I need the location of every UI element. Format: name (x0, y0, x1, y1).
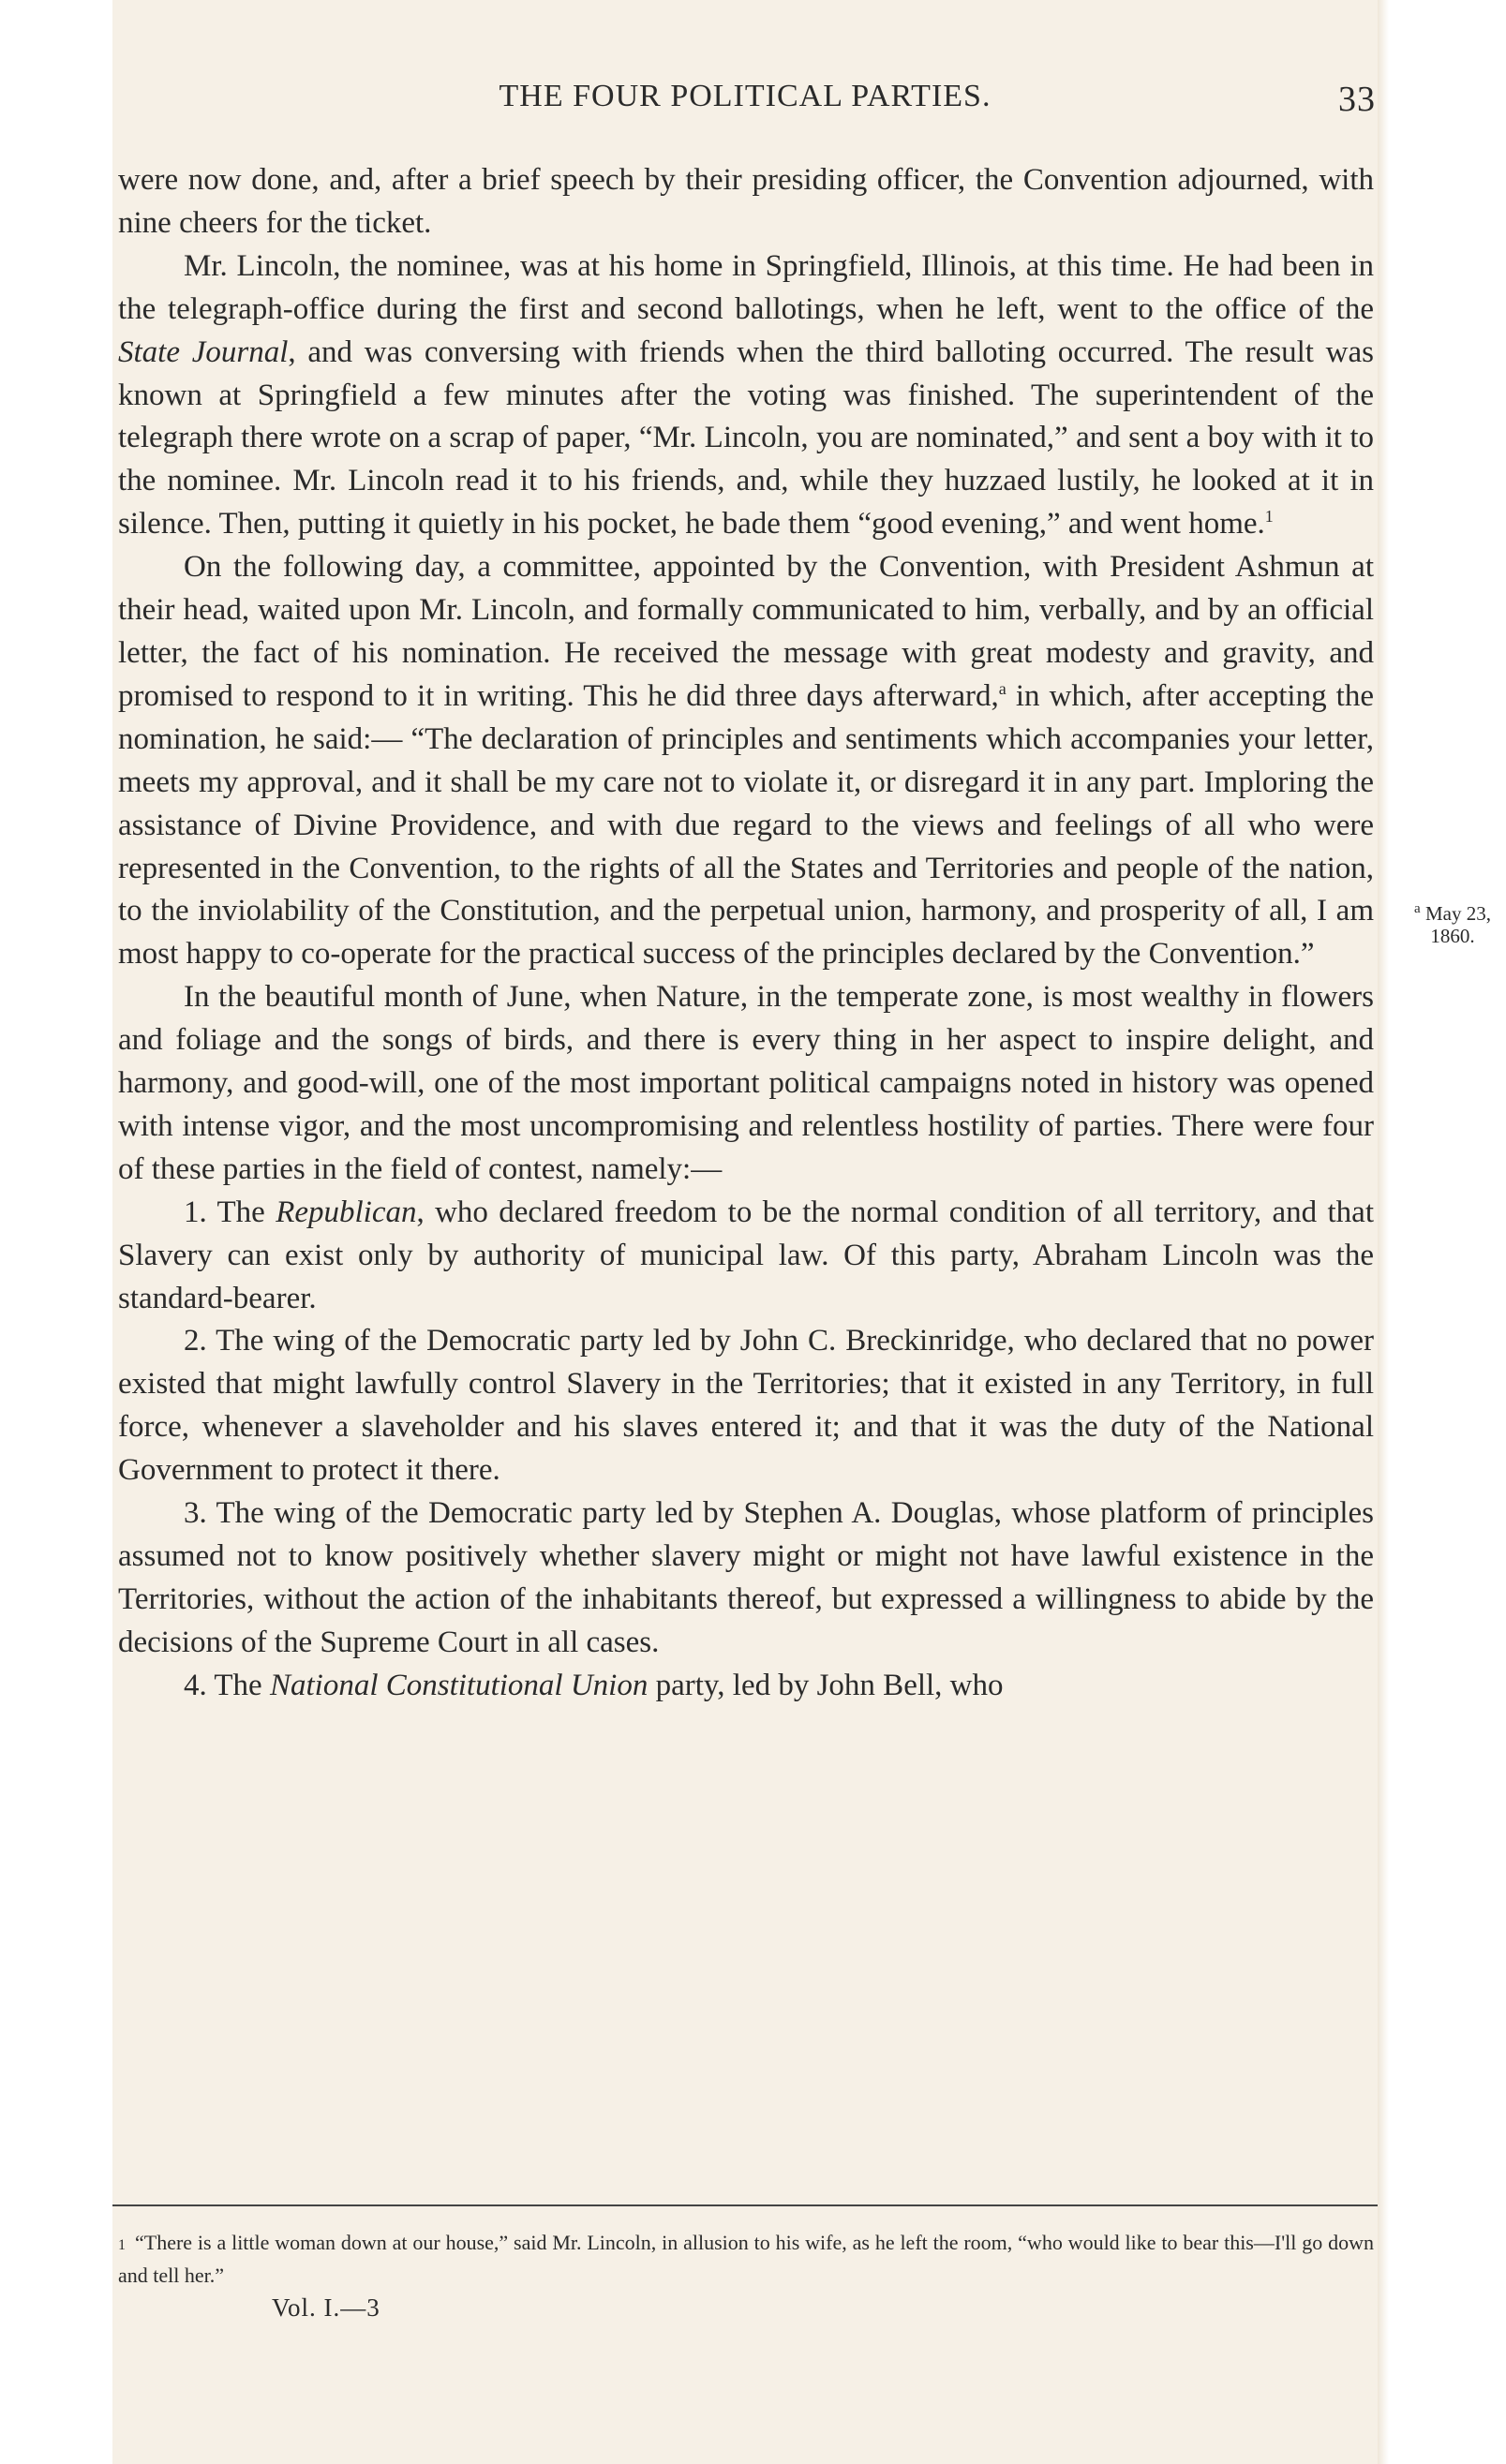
text-run: party, led by John Bell, who (655, 1668, 1004, 1702)
paragraph-party-3 (118, 1492, 1374, 1665)
footnote-text: “There is a little woman down at our house,” said Mr. Lincoln, in allusion to his wife, as he left the room, “who would like to bear this—I'll go down and tell her.” (118, 2231, 1374, 2287)
newspaper-title: State Journal (118, 334, 289, 369)
sidenote-line2: 1860. (1430, 925, 1475, 947)
text-run: 3. The wing of the Democratic party led by Stephen A. Douglas, whose platform of principles assumed not to know positively whether slavery might or might not have lawful existence in the Territories, without the action of the inhabitants thereof, but expressed a willingness to abide by the decisions of the Supreme Court in all cases. (118, 1496, 1374, 1659)
sidenote-marker: a (998, 678, 1006, 698)
text-run: In the beautiful month of June, when Nature, in the temperate zone, is most wealthy in flowers and foliage and the songs of birds, and there is every thing in her aspect to inspire delight, and harmony, and good-will, one of the most important political campaigns noted in history was opened with intense vigor, and the most uncompromising and relentless hostility of parties. There were four of these parties in the field of contest, namely:— (118, 980, 1374, 1186)
sidenote-line1: May 23, (1424, 902, 1491, 925)
footnote-marker: 1 (1264, 507, 1274, 527)
paragraph-lincoln-nominee (118, 245, 1374, 546)
paragraph-june-campaign (118, 976, 1374, 1192)
text-run: 4. The (184, 1668, 262, 1702)
text-run: , and was conversing with friends when the third balloting occurred. The result was known at Springfield a few minutes after the voting was finished. The superintendent of the telegraph there wrote on a scrap of paper, “Mr. Lincoln, you are nominated,” and sent a boy with it to the nominee. Mr. Lincoln read it to his friends, and, while they huzzaed lustily, he looked at it in silence. Then, putting it quietly in his pocket, he bade them “good evening,” and went home. (118, 334, 1374, 542)
text-run: On the following day, a committee, appointed by the Convention, with President Ashmun at their head, waited upon Mr. Lincoln, and formally communicated to him, verbally, and by an official letter, the fact of his nomination. He received the message with great modesty and gravity, and promised to respond to it in writing. This he did three days afterward, (118, 550, 1374, 713)
volume-signature: Vol. I.—3 (272, 2293, 380, 2322)
paragraph-committee (118, 546, 1374, 976)
footnote-divider (112, 2204, 1378, 2206)
paragraph-continued (118, 159, 1374, 245)
footnote-number: 1 (118, 2237, 126, 2253)
text-run: , who declared freedom to be the normal condition of all territory, and that Slavery can exist only by authority of municipal law. Of this party, Abraham Lincoln was the standard-bearer. (118, 1195, 1374, 1315)
paragraph-party-1 (118, 1192, 1374, 1321)
party-name: Republican (276, 1195, 417, 1229)
sidenote-letter: a (1414, 901, 1421, 916)
text-run: Mr. Lincoln, the nominee, was at his home in Springfield, Illinois, at this time. He had been in the telegraph-office during the first and second ballotings, when he left, went to the office of the (118, 248, 1374, 326)
paragraph-party-4 (118, 1665, 1374, 1708)
running-head: THE FOUR POLITICAL PARTIES. (499, 79, 992, 113)
text-run: 2. The wing of the Democratic party led by John C. Breckinridge, who declared that no power existed that might lawfully control Slavery in the Territories; that it existed in any Territory, in full force, whenever a slaveholder and his slaves entered it; and that it was the duty of the National Government to protect it there. (118, 1324, 1374, 1488)
paragraph-party-2 (118, 1320, 1374, 1492)
book-page (112, 0, 1491, 2464)
margin-note-date (1401, 898, 1504, 947)
footnote (118, 2228, 1374, 2291)
party-name: National Constitutional Union (269, 1668, 649, 1702)
text-run: in which, after accepting the nomination, he said:— “The declaration of principles and sentiments which accompanies your letter, meets my approval, and it shall be my care not to violate it, or disregard it in any part. Imploring the assistance of Divine Providence, and with due regard to the views and feelings of all who were represented in the Convention, to the rights of all the States and Territories and people of the nation, to the inviolability of the Constitution, and the perpetual union, harmony, and prosperity of all, I am most happy to co-operate for the practical success of the principles declared by the Convention.” (118, 678, 1374, 972)
text-run: 1. The (184, 1195, 265, 1229)
body-text (118, 159, 1374, 1708)
page-header (112, 79, 1378, 129)
text-run: were now done, and, after a brief speech by their presiding officer, the Convention adjourned, with nine cheers for the ticket. (118, 163, 1374, 240)
page-number: 33 (1338, 80, 1376, 119)
